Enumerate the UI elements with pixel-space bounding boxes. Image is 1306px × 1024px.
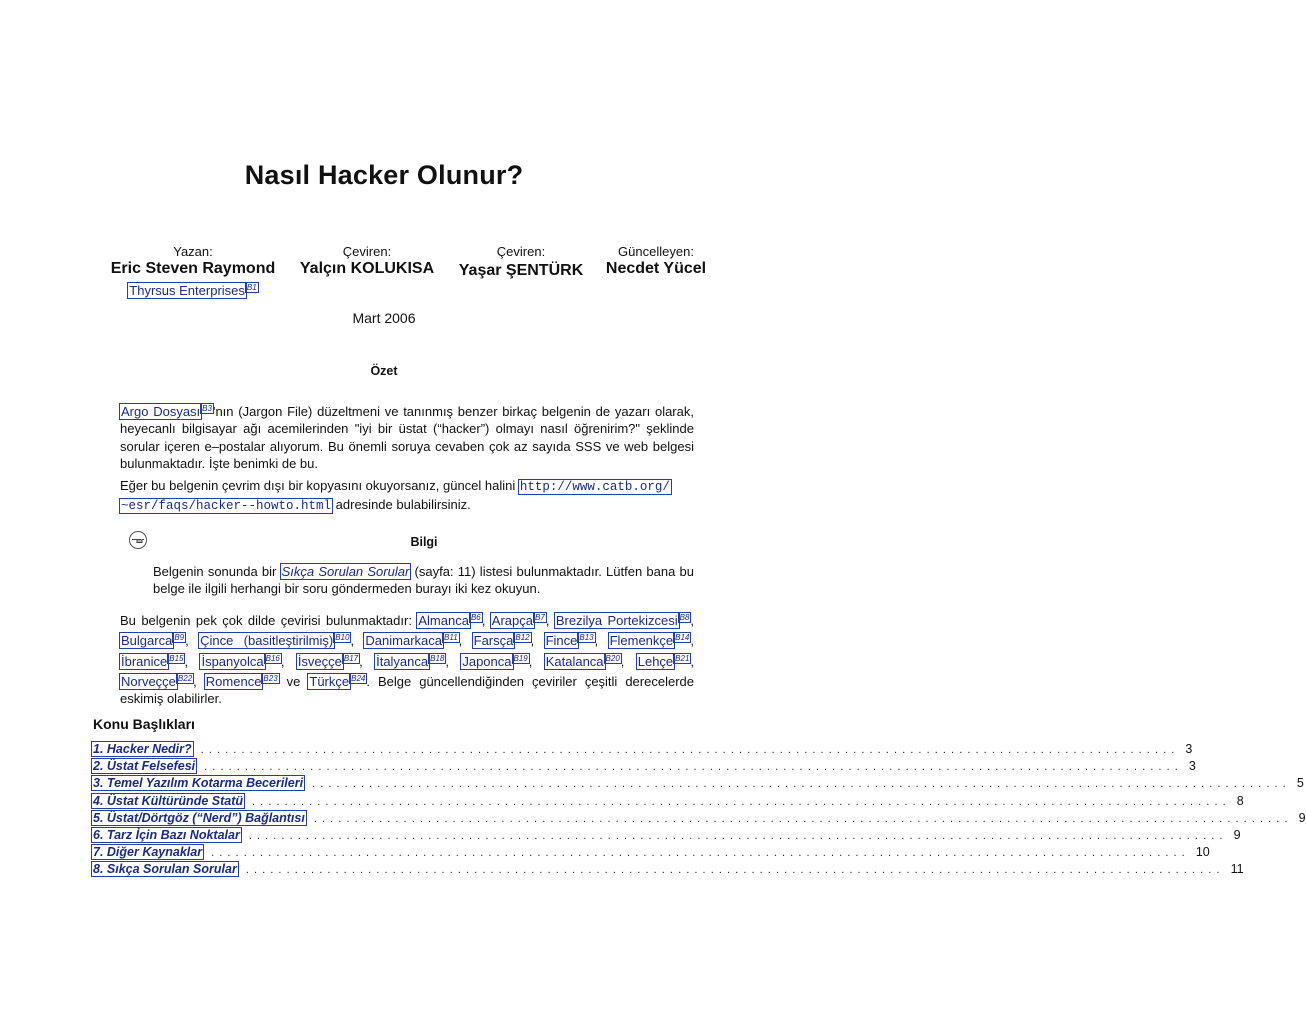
note-text: Belgenin sonunda bir [153,564,281,579]
language-ref[interactable]: B23 [263,673,278,683]
toc-leader-dots: ........................................................................................................................ [245,864,1225,877]
toc-page-number: 5 [1296,776,1304,791]
language-ref[interactable]: B24 [351,673,366,683]
separator: , [445,653,462,669]
toc-page-number: 3 [1188,759,1196,774]
separator: , [594,633,609,649]
toc-leader-dots: ........................................................................................................................ [252,795,1231,808]
paragraph-text: adresinde bulabilirsiniz. [332,497,471,513]
language-ref[interactable]: B12 [515,633,530,643]
language-ref[interactable]: B13 [579,633,594,643]
author-name: Necdet Yücel [605,260,707,277]
toc-leader-dots: ........................................................................................................................ [312,778,1291,791]
toc-row [92,810,1306,828]
language-link[interactable]: Lehçe [637,653,674,669]
toc-leader-dots: ........................................................................................................................ [211,847,1190,860]
author-org [95,280,291,299]
abstract-paragraph-1 [120,400,694,472]
toc-row [92,845,1210,862]
toc-row [92,827,1241,845]
language-ref[interactable]: B21 [675,653,690,663]
language-link[interactable]: Çince (basitleştirilmiş) [200,633,334,649]
language-ref[interactable]: B15 [169,653,184,663]
language-link[interactable]: Japonca [462,653,512,669]
separator: , [193,673,205,689]
author-name: Yaşar ŞENTÜRK [458,262,584,279]
author-name: Yalçın KOLUKISA [299,260,435,277]
language-ref[interactable]: B22 [177,673,193,683]
toc-link[interactable]: 1. Hacker Nedir? [93,742,192,756]
toc-row [92,793,1244,811]
pointing-hand-icon [128,530,148,550]
toc-page-number: 8 [1236,793,1244,808]
separator: ve [278,673,309,689]
author-block [95,244,715,304]
language-ref[interactable]: B17 [343,653,359,663]
language-link[interactable]: Fince [545,633,578,649]
author-3 [447,244,595,280]
toc-title: Konu Başlıkları [93,716,195,732]
toc-link[interactable]: 2. Üstat Felsefesi [93,759,196,774]
toc-page-number: 10 [1195,845,1210,860]
abstract-paragraph-2 [120,477,694,516]
toc-row [92,776,1304,793]
separator: , [185,633,200,649]
language-ref[interactable]: B8 [679,613,690,622]
toc-leader-dots: ........................................................................................................................ [204,761,1183,774]
note-title: Bilgi [410,535,438,549]
author-role: Güncelleyen: [618,244,694,259]
language-link[interactable]: Brezilya Portekizcesi [555,613,678,628]
paragraph-text: . Belge güncellendiğinden çeviriler çeşitli derecelerde eskimiş olabilirler. [120,673,694,707]
separator: , [620,653,637,669]
separator: , [530,633,545,649]
language-link[interactable]: İtalyanca [376,653,429,669]
language-ref[interactable]: B7 [535,613,545,622]
author-4 [600,244,712,278]
language-link[interactable]: Katalanca [545,653,604,669]
toc-row [92,759,1196,776]
language-link[interactable]: Romence [205,673,262,689]
language-ref[interactable]: B6 [470,613,481,622]
language-ref[interactable]: B10 [335,633,350,643]
language-link[interactable]: İbranice [121,653,168,669]
toc-link[interactable]: 6. Tarz İçin Bazı Noktalar [93,827,240,842]
separator: , [528,653,545,669]
language-link[interactable]: Bulgarca [121,633,173,649]
separator: , [481,613,491,628]
language-link[interactable]: Türkçe [309,673,350,689]
toc-row [92,742,1193,759]
paragraph-text: Bu belgenin pek çok dilde çevirisi bulunmaktadır: [120,613,418,628]
separator: , [690,653,695,669]
abstract-title: Özet [370,364,398,378]
table-of-contents [92,742,1306,880]
language-ref[interactable]: B14 [675,633,690,643]
toc-row [92,862,1244,879]
toc-page-number: 9 [1298,810,1306,825]
author-name: Eric Steven Raymond [110,260,276,277]
language-ref[interactable]: B20 [605,653,620,663]
toc-link[interactable]: 7. Diğer Kaynaklar [93,845,203,860]
toc-link[interactable]: 4. Üstat Kültüründe Statü [93,793,244,808]
language-link[interactable]: Norveççe [121,673,176,689]
language-link[interactable]: Almanca [418,613,469,628]
separator: , [690,613,694,628]
toc-link[interactable]: 5. Üstat/Dörtgöz (“Nerd”) Bağlantısı [93,810,305,825]
url-link-part-1[interactable]: http://www.catb.org/ [519,480,670,494]
note-text: (sayfa: 11) listesi bulunmaktadır. Lütfen bana bu belge ile ilgili herhangi bir soru göndermeden burayı iki kez okuyun. [153,564,695,597]
toc-leader-dots: ........................................................................................................................ [313,812,1293,825]
language-ref[interactable]: B11 [444,633,458,643]
toc-leader-dots: ........................................................................................................................ [200,744,1180,756]
document-date: Mart 2006 [352,310,416,326]
language-link[interactable]: Danimarkaca [365,633,443,649]
author-2 [293,244,441,278]
separator: , [545,613,555,628]
separator: , [184,653,201,669]
paragraph-text: 'nın (Jargon File) düzeltmeni ve tanınmış benzer birkaç belgenin de yazarı olarak, heyecanlı bilgisayar ağı acemilerinden "iyi bir üstat (“hacker”) olmayı nasıl öğrenirim?" şeklinde sorular içeren e–postalar alıyorum. Bu önemli soruya cevaben çok az sayıda SSS ve web belgesi bulunmaktadır. İşte benimki de bu. [120,404,694,471]
paragraph-text: Eğer bu belgenin çevrim dışı bir kopyasını okuyorsanız, güncel halini [120,478,519,493]
separator: , [280,653,297,669]
toc-link[interactable]: 3. Temel Yazılım Kotarma Becerileri [93,776,304,791]
language-link[interactable]: Flemenkçe [609,633,674,649]
faq-link[interactable]: Sıkça Sorulan Sorular [281,564,410,579]
separator: , [359,653,376,669]
jargon-file-ref[interactable]: B3 [202,404,212,413]
language-link[interactable]: Farsça [473,633,514,649]
author-role: Çeviren: [342,244,392,259]
author-1 [95,244,291,299]
language-link[interactable]: İspanyolca [201,653,264,669]
toc-link[interactable]: 8. Sıkça Sorulan Sorular [93,862,237,877]
page-title: Nasıl Hacker Olunur? [244,160,524,190]
separator: , [350,633,365,649]
toc-page-number: 9 [1233,827,1241,842]
toc-page-number: 3 [1185,742,1193,756]
jargon-file-link[interactable]: Argo Dosyası [121,404,201,419]
toc-page-number: 11 [1230,862,1244,877]
author-role: Çeviren: [496,244,546,259]
language-link[interactable]: İsveççe [297,653,342,669]
language-ref[interactable]: B9 [174,633,185,643]
language-ref[interactable]: B16 [265,653,280,663]
org-ref[interactable]: B1 [246,283,257,292]
language-ref[interactable]: B19 [513,653,528,663]
note-body [153,563,694,598]
author-role: Yazan: [173,244,213,259]
language-link[interactable]: Arapça [491,613,533,628]
separator: , [690,633,694,649]
separator: , [458,633,473,649]
language-ref[interactable]: B18 [430,653,445,663]
toc-leader-dots: ........................................................................................................................ [248,829,1228,842]
org-link[interactable]: Thyrsus Enterprises [129,283,245,298]
url-link-part-2[interactable]: ~esr/faqs/hacker--howto.html [121,499,332,514]
translations-paragraph [120,609,694,707]
